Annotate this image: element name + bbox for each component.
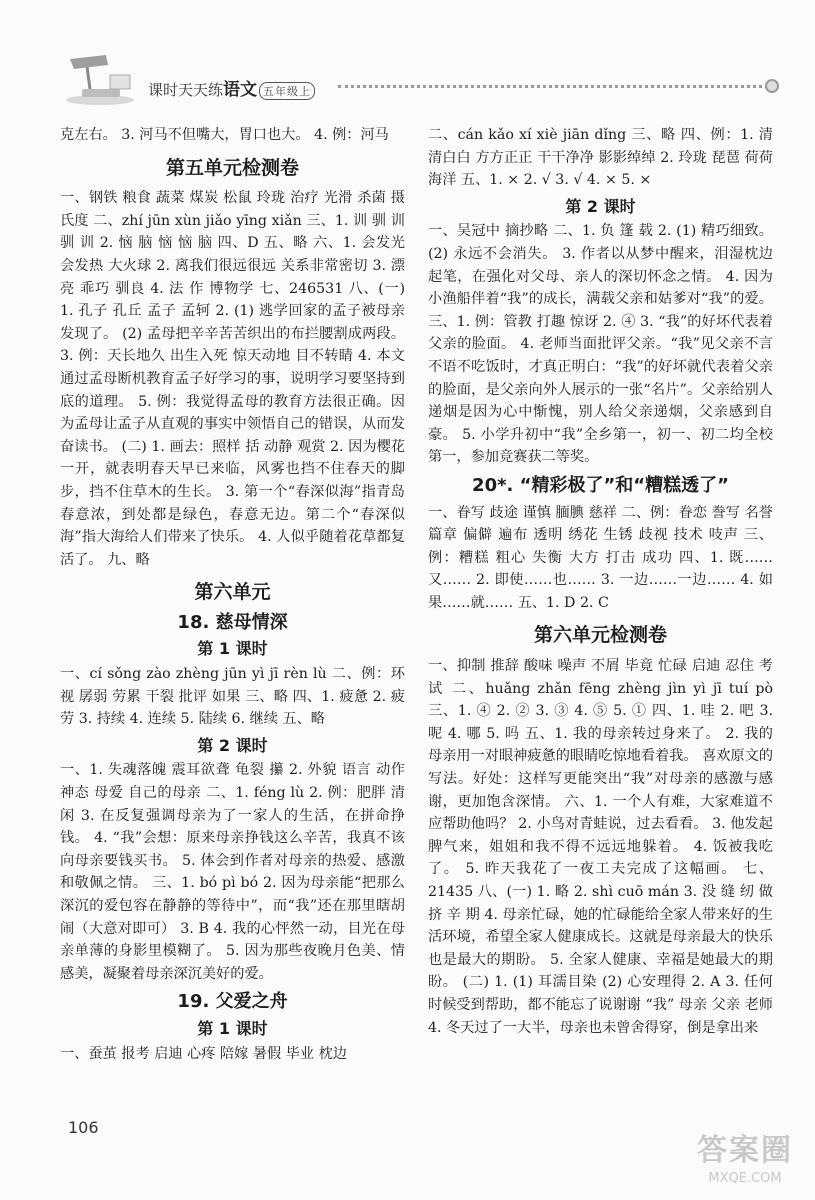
header-end-dot xyxy=(765,79,779,93)
subject-name: 语文 xyxy=(223,80,258,100)
lesson-heading: 20*. “精彩极了”和“糟糕透了” xyxy=(472,474,729,496)
watermark-text: 答案圈 xyxy=(697,1133,793,1168)
lesson-heading: 18. 慈母情深 xyxy=(177,611,288,633)
answer-paragraph: 一、蚕茧 报考 启迪 心疼 陪嫁 暑假 毕业 枕边 xyxy=(60,1045,347,1062)
answer-paragraph: 一、cí sǒng zào zhèng jūn yì jī rèn lù 二、例：环视 孱弱 劳累 干裂 批评 如果 三、略 四、1. 疲惫 2. 疲劳 3. 持续 4. 连续 5. 陆续 6. 继续 五、略 xyxy=(60,666,405,728)
right-column xyxy=(428,124,773,1039)
watermark-logo xyxy=(690,1125,800,1195)
answer-paragraph: 一、抑制 推辞 酸味 噪声 不屑 毕竟 忙碌 启迪 忍住 考试 二、huǎng zhǎn fēng zhèng jìn yì jī tuí pò 三、1. ④ 2. ② 3. ③ 4. ⑤ 5. ① 四、1. 哇 2. 吧 3. 呢 4. 哪 5. 吗 五、1. 我的母亲转过身来了。 2. 我的母亲用一对眼神疲惫的眼睛吃惊地看着我。 喜欢原文的写法。好处：这样写更能突出“我”对母亲的感激与感谢，更加饱含深情。 六、1. 一个人有难，大家难道不应帮助他吗？ 2. 小鸟对青蛙说，过去看看。 3. 他发起脾气来，姐姐和我不得不远远地躲着。 4. 饭被我吃了。 5. 昨天我花了一夜工夫完成了这幅画。 七、21435 八、(一) 1. 略 2. shì cuō mán 3. 没 缝 纫 做 挤 辛 期 4. 母亲忙碌，她的忙碌能给全家人带来好的生活环境，希望全家人健康成长。这就是母亲最大的快乐也是最大的期盼。 5. 全家人健康、幸福是她最大的期盼。 (二) 1. (1) 耳濡目染 (2) 心安理得 2. A 3. 任何时候受到帮助，都不能忘了说谢谢 “我” 母亲 父亲 老师 4. 冬天过了一大半，母亲也未曾舍得穿，倒是拿出来 xyxy=(428,658,774,1036)
left-column xyxy=(60,124,405,1065)
unit-heading: 第六单元检测卷 xyxy=(533,624,667,647)
unit-heading: 第六单元 xyxy=(194,581,271,604)
grade-badge: 五年级上 xyxy=(259,82,315,100)
answer-paragraph: 一、1. 失魂落魄 震耳欲聋 龟裂 攥 2. 外貌 语言 动作 神态 母爱 自己的母亲 二、1. féng lù 2. 例：肥胖 清闲 3. 在反复强调母亲为了一家人的生活，在拼命挣钱。 4. “我”会想：原来母亲挣钱这么辛苦，我真不该向母亲要钱买书。 5. 体会到作者对母亲的热爱、感激和敬佩之情。 三、1. bó pì bó 2. 因为母亲能“把那么深沉的爱包容在静静的等待中”，而“我”还在那里瞎胡闹（大意对即可） 3. B 4. 我的心怦然一动，目光在母亲单薄的身影里模糊了。 5. 因为那些夜晚月色美、情感美，凝聚着母亲深沉美好的爱。 xyxy=(60,762,405,982)
header-dotted-rule xyxy=(338,85,768,88)
desk-lamp-icon xyxy=(60,45,140,107)
answer-paragraph: 一、吴冠中 摘抄略 二、1. 负 篷 载 2. (1) 精巧细致。 (2) 永远不会消失。 3. 作者以从梦中醒来，泪湿枕边起笔，在强化对父母、亲人的深切怀念之情。 4. 因为小渔船伴着“我”的成长，满载父亲和姑爹对“我”的爱。 三、1. 例：管教 打趣 惊讶 2. ④ 3. “我”的好坏代表着父亲的脸面。 4. 老师当面批评父亲。“我”见父亲不言不语不吃饭时，才真正明白：“我”的好坏就代表着父亲的脸面，是父亲向外人展示的一张“名片”。父亲给别人递烟是因为心中惭愧，别人给父亲递烟，父亲感到自豪。 5. 小学升初中“我”全乡第一，初一、初二均全校第一，参加竞赛获二等奖。 xyxy=(428,223,773,466)
answer-paragraph: 一、眷写 歧途 谨慎 腼腆 慈祥 二、例：眷恋 誊写 名誉 篇章 偏僻 遍布 透明 绣花 生锈 歧视 技术 吱声 三、例：糟糕 粗心 失衡 大方 打击 成功 四、1. 既……又…… 2. 即使……也…… 3. 一边……一边…… 4. 如果……就…… 五、1. D 2. C xyxy=(428,504,773,611)
period-heading: 第 1 课时 xyxy=(197,1018,268,1038)
book-series-title xyxy=(148,75,315,100)
answer-paragraph: 一、钢铁 粮食 蔬菜 煤炭 松鼠 玲珑 治疗 光滑 杀菌 摄氏度 二、zhí jūn xùn jiǎo yīng xiǎn 三、1. 训 驯 训 驯 训 2. 恼 脑 恼 恼 脑 四、D 五、略 六、1. 会发光 会发热 大火球 2. 离我们很远很远 关系非常密切 3. 漂亮 乖巧 驯良 4. 法 作 博物学 七、246531 八、(一) 1. 孔子 孔丘 孟子 孟轲 2. (1) 逃学回家的孟子被母亲发现了。 (2) 孟母把辛辛苦苦织出的布拦腰割成两段。 3. 例：天长地久 出生入死 惊天动地 目不转睛 4. 本文通过孟母断机教育孟子好学习的事，说明学习要坚持到底的道理。 5. 例：我觉得孟母的教育方法很正确。因为孟母让孟子从直观的事实中领悟自己的错误，从而发奋读书。 (二) 1. 画去：照样 括 动静 观赏 2. 因为樱花一开，就表明春天早已来临，风雾也挡不住春天的脚步，挡不住草木的生长。 3. 第一个“春深似海”指青岛春意浓，到处都是绿色，春意无边。第二个“春深似海”指大海给人们带来了快乐。 4. 人似乎随着花草都复活了。 九、略 xyxy=(60,190,405,568)
lesson-heading: 19. 父爱之舟 xyxy=(177,991,288,1013)
watermark-url: MXQE.COM xyxy=(708,1171,782,1186)
unit-heading: 第五单元检测卷 xyxy=(165,156,299,179)
page-header xyxy=(60,45,775,115)
period-heading: 第 2 课时 xyxy=(565,196,636,216)
answer-paragraph: 二、cán kǎo xí xiè jiān dǐng 三、略 四、例：1. 清清白白 方方正正 干干净净 影影绰绰 2. 玲珑 琵琶 荷荷 海洋 五、1. × 2. √ 3. √ 4. × 5. × xyxy=(428,127,773,189)
period-heading: 第 2 课时 xyxy=(197,735,268,755)
series-name: 课时天天练 xyxy=(148,81,224,99)
page-number: 106 xyxy=(68,1118,99,1137)
period-heading: 第 1 课时 xyxy=(197,639,268,659)
answer-paragraph: 克左右。 3. 河马不但嘴大，胃口也大。 4. 例：河马 xyxy=(60,127,389,143)
